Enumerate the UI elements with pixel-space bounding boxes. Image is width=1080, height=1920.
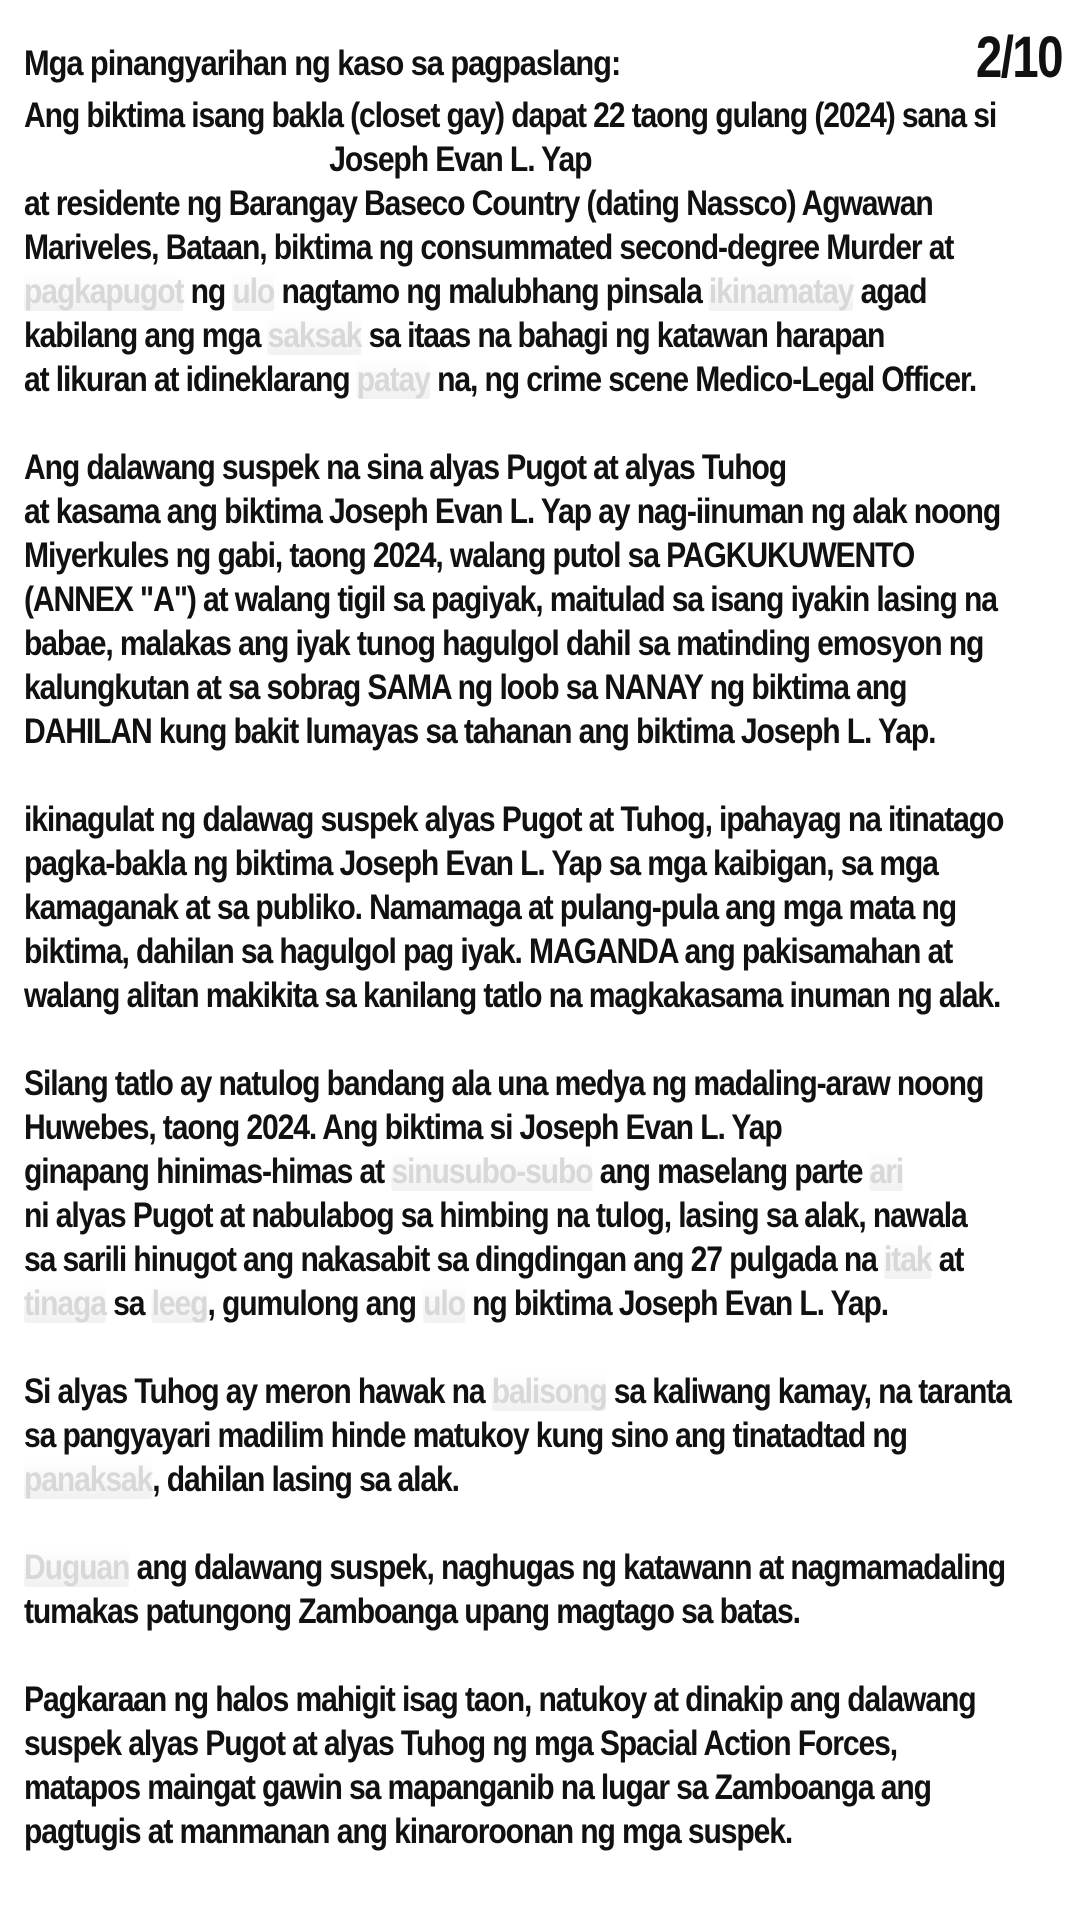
text-segment: Ang dalawang suspek na sina alyas Pugot at alyas Tuhog (24, 448, 787, 487)
text-segment: Mariveles, Bataan, biktima ng consummated second-degree Murder at (24, 228, 954, 267)
text-line (24, 1150, 918, 1194)
text-line (24, 1370, 1011, 1414)
redacted-word: Duguan (24, 1548, 130, 1587)
text-line (24, 94, 997, 138)
text-segment: Pagkaraan ng halos mahigit isag taon, natukoy at dinakip ang dalawang (24, 1680, 976, 1719)
text-line (24, 1590, 918, 1634)
text-line (24, 314, 918, 358)
redacted-word: leeg (151, 1284, 208, 1323)
text-line (24, 1546, 1006, 1590)
text-segment: kabilang ang mga (24, 316, 268, 355)
redacted-word: sinusubo-subo (391, 1152, 593, 1191)
document-body (24, 94, 1064, 1854)
text-line (24, 490, 1001, 534)
text-segment: at kasama ang biktima Joseph Evan L. Yap ay nag-iinuman ng alak noong (24, 492, 1001, 531)
redacted-word: balisong (491, 1372, 607, 1411)
paragraph (24, 1678, 1064, 1854)
text-line (24, 666, 918, 710)
text-segment: ang dalawang suspek, naghugas ng katawann at nagmamadaling (129, 1548, 1006, 1587)
text-line (24, 1722, 918, 1766)
text-segment: sa itaas na bahagi ng katawan harapan (361, 316, 885, 355)
text-segment: Ang biktima isang bakla (closet gay) dapat 22 taong gulang (2024) sana si (24, 96, 997, 135)
paragraph (24, 446, 1064, 754)
text-line (24, 1678, 976, 1722)
paragraph (24, 1062, 1064, 1326)
redacted-word: saksak (267, 316, 362, 355)
redacted-word: ulo (423, 1284, 465, 1323)
text-line (24, 1106, 918, 1150)
text-line (24, 622, 984, 666)
text-line (24, 182, 933, 226)
header (24, 24, 1064, 94)
text-segment: kamaganak at sa publiko. Namamaga at pulang-pula ang mga mata ng (24, 888, 957, 927)
text-line (24, 138, 918, 182)
text-segment: (ANNEX "A") at walang tigil sa pagiyak, maitulad sa isang iyakin lasing na (24, 580, 997, 619)
text-line (24, 710, 936, 754)
text-line (24, 534, 918, 578)
text-segment: Joseph Evan L. Yap (329, 140, 592, 179)
redacted-word: ari (869, 1152, 904, 1191)
text-segment: pagtugis at manmanan ang kinaroroonan ng mga suspek. (24, 1812, 793, 1851)
text-segment: at likuran at idineklarang (24, 360, 357, 399)
redacted-word: tinaga (24, 1284, 106, 1323)
text-segment: na, ng crime scene Medico-Legal Officer. (429, 360, 977, 399)
text-segment: Si alyas Tuhog ay meron hawak na (24, 1372, 492, 1411)
paragraph (24, 798, 1064, 1018)
text-segment: sa (105, 1284, 152, 1323)
text-line (24, 1766, 931, 1810)
text-line (24, 930, 953, 974)
redacted-word: pagkapugot (24, 272, 184, 311)
text-segment: , dahilan lasing sa alak. (152, 1460, 459, 1499)
text-segment: ang maselang parte (592, 1152, 870, 1191)
text-segment: ni alyas Pugot at nabulabog sa himbing na tulog, lasing sa alak, nawala (24, 1196, 967, 1235)
text-line (24, 1458, 918, 1502)
text-line (24, 1282, 918, 1326)
text-line (24, 358, 977, 402)
text-segment: kalungkutan at sa sobrag SAMA ng loob sa NANAY ng biktima ang (24, 668, 907, 707)
text-line (24, 1062, 984, 1106)
text-line (24, 226, 954, 270)
text-segment: walang alitan makikita sa kanilang tatlo na magkakasama inuman ng alak. (24, 976, 1001, 1015)
document-page (24, 24, 1064, 1898)
text-segment: tumakas patungong Zamboanga upang magtago sa batas. (24, 1592, 800, 1631)
redacted-word: ikinamatay (708, 272, 854, 311)
paragraph (24, 94, 1064, 402)
text-line (24, 1238, 964, 1282)
text-line (24, 798, 1004, 842)
document-title: Mga pinangyarihan ng kaso sa pagpaslang: (24, 44, 621, 83)
text-segment: , gumulong ang (207, 1284, 424, 1323)
text-line (24, 974, 1001, 1018)
text-line (24, 842, 938, 886)
text-segment: agad (853, 272, 927, 311)
redacted-word: itak (884, 1240, 932, 1279)
text-segment: Silang tatlo ay natulog bandang ala una medya ng madaling-araw noong (24, 1064, 984, 1103)
text-segment: matapos maingat gawin sa mapanganib na lugar sa Zamboanga ang (24, 1768, 931, 1807)
text-segment: at residente ng Barangay Baseco Country (dating Nassco) Agwawan (24, 184, 933, 223)
text-line (24, 1810, 918, 1854)
text-segment: ng (183, 272, 233, 311)
text-segment: sa kaliwang kamay, na taranta (606, 1372, 1011, 1411)
paragraph (24, 1370, 1064, 1502)
text-segment: ikinagulat ng dalawag suspek alyas Pugot at Tuhog, ipahayag na itinatago (24, 800, 1004, 839)
text-line (24, 578, 997, 622)
text-segment: ng biktima Joseph Evan L. Yap. (464, 1284, 888, 1323)
text-segment: ginapang hinimas-himas at (24, 1152, 392, 1191)
text-segment: pagka-bakla ng biktima Joseph Evan L. Yap sa mga kaibigan, sa mga (24, 844, 938, 883)
text-line (24, 270, 927, 314)
text-line (24, 446, 918, 490)
text-segment: Huwebes, taong 2024. Ang biktima si Joseph Evan L. Yap (24, 1108, 782, 1147)
text-segment: sa pangyayari madilim hinde matukoy kung sino ang tinatadtad ng (24, 1416, 907, 1455)
redacted-word: ulo (232, 272, 275, 311)
text-segment: sa sarili hinugot ang nakasabit sa dingdingan ang 27 pulgada na (24, 1240, 885, 1279)
page-number: 2/10 (975, 25, 1062, 90)
text-segment: biktima, dahilan sa hagulgol pag iyak. MAGANDA ang pakisamahan at (24, 932, 953, 971)
redacted-word: patay (356, 360, 430, 399)
text-line (24, 886, 957, 930)
text-line (24, 1414, 918, 1458)
text-line (24, 1194, 967, 1238)
text-segment: at (931, 1240, 964, 1279)
text-segment: Miyerkules ng gabi, taong 2024, walang putol sa PAGKUKUWENTO (24, 536, 915, 575)
text-segment: babae, malakas ang iyak tunog hagulgol dahil sa matinding emosyon ng (24, 624, 984, 663)
text-segment: suspek alyas Pugot at alyas Tuhog ng mga Spacial Action Forces, (24, 1724, 897, 1763)
text-segment: DAHILAN kung bakit lumayas sa tahanan ang biktima Joseph L. Yap. (24, 712, 936, 751)
text-segment: nagtamo ng malubhang pinsala (274, 272, 709, 311)
paragraph (24, 1546, 1064, 1634)
redacted-word: panaksak (24, 1460, 153, 1499)
